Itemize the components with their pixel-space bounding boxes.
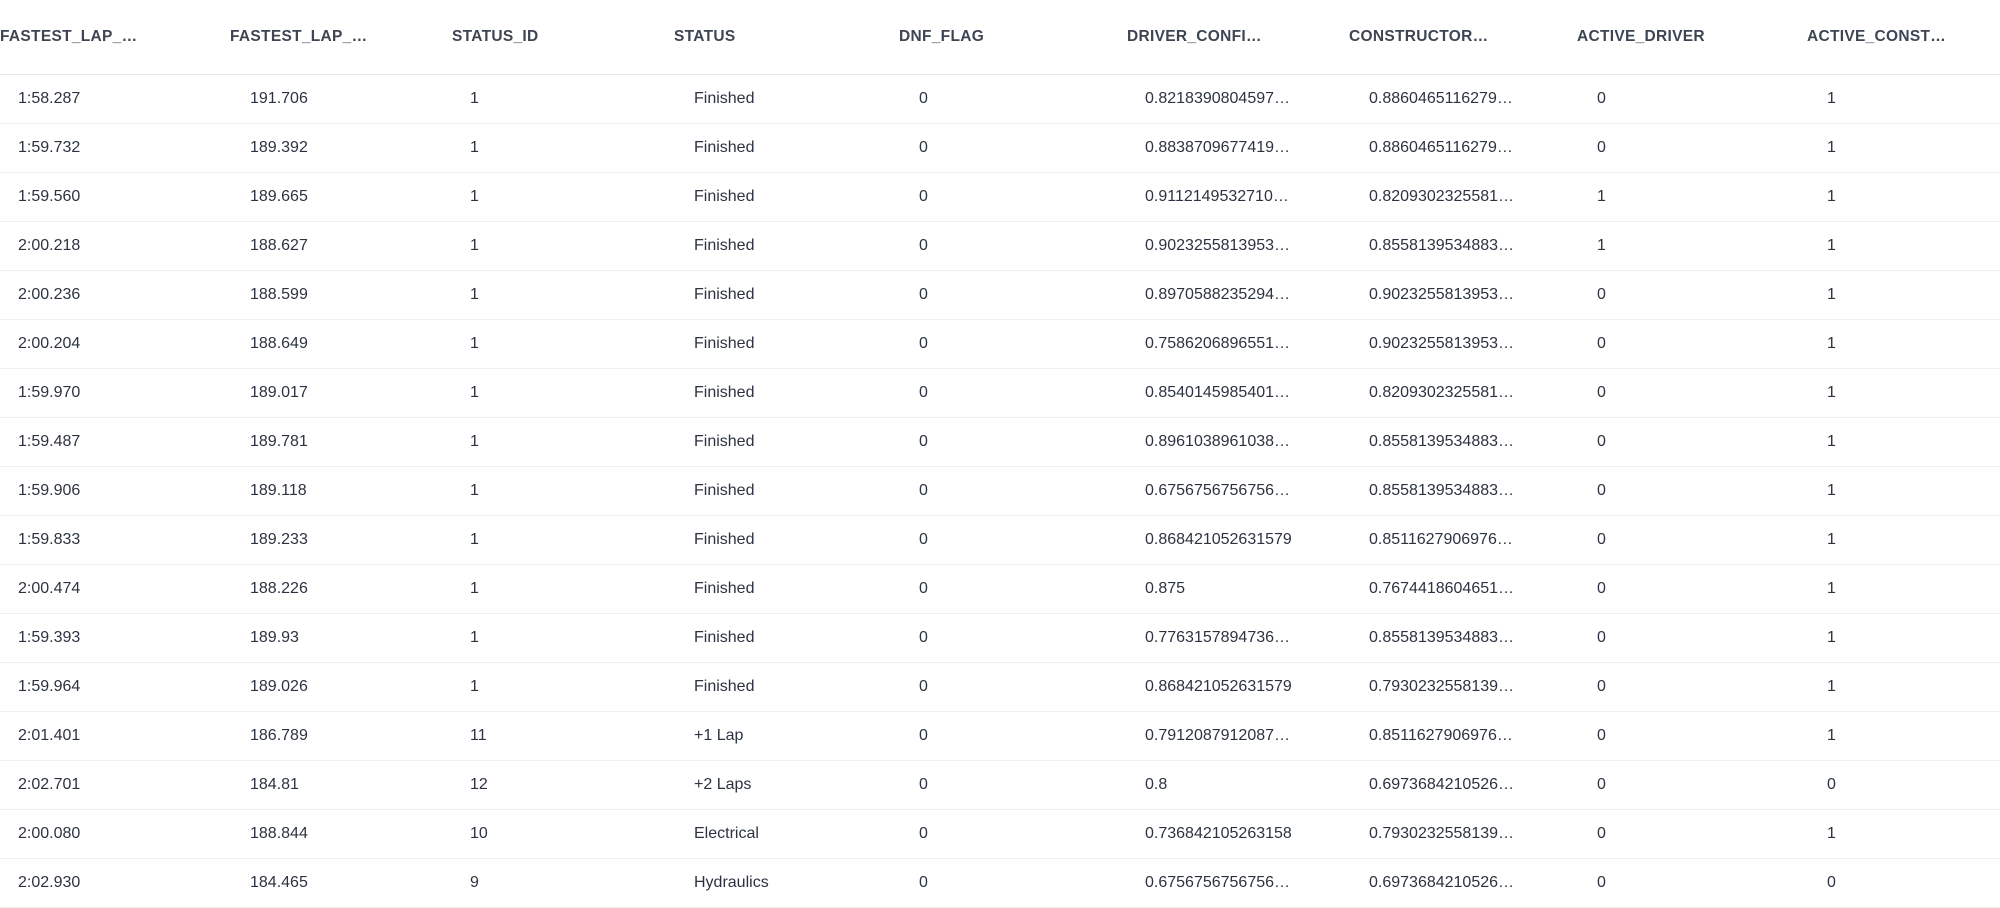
cell-driver-confidence: 0.6756756756756… xyxy=(1127,467,1349,516)
cell-dnf-flag: 0 xyxy=(899,565,1127,614)
table-row[interactable] xyxy=(0,271,2000,320)
cell-fastest-lap-time: 2:00.474 xyxy=(0,565,230,614)
cell-active-constructor: 1 xyxy=(1807,418,2000,467)
column-header-active-constructor[interactable]: ACTIVE_CONST… xyxy=(1807,0,2000,75)
column-header-driver-confidence[interactable]: DRIVER_CONFI… xyxy=(1127,0,1349,75)
cell-constructor-reliability: 0.8558139534883… xyxy=(1349,614,1577,663)
cell-dnf-flag: 0 xyxy=(899,320,1127,369)
cell-dnf-flag: 0 xyxy=(899,173,1127,222)
cell-active-driver: 0 xyxy=(1577,124,1807,173)
cell-fastest-lap-time: 1:59.487 xyxy=(0,418,230,467)
cell-driver-confidence: 0.868421052631579 xyxy=(1127,516,1349,565)
cell-status: Finished xyxy=(674,418,899,467)
cell-driver-confidence: 0.8218390804597… xyxy=(1127,75,1349,124)
cell-fastest-lap-time: 1:59.970 xyxy=(0,369,230,418)
cell-dnf-flag: 0 xyxy=(899,614,1127,663)
cell-status-id: 1 xyxy=(452,222,674,271)
cell-driver-confidence: 0.9112149532710… xyxy=(1127,173,1349,222)
cell-fastest-lap-time: 1:59.906 xyxy=(0,467,230,516)
table-row[interactable] xyxy=(0,565,2000,614)
cell-status: Finished xyxy=(674,565,899,614)
cell-fastest-lap-speed: 188.649 xyxy=(230,320,452,369)
cell-status-id: 12 xyxy=(452,761,674,810)
cell-driver-confidence: 0.7586206896551… xyxy=(1127,320,1349,369)
cell-status-id: 11 xyxy=(452,712,674,761)
cell-status: +1 Lap xyxy=(674,712,899,761)
cell-status-id: 1 xyxy=(452,565,674,614)
cell-status: Finished xyxy=(674,614,899,663)
column-header-fastest-lap-time[interactable]: FASTEST_LAP_… xyxy=(0,0,230,75)
cell-active-constructor: 1 xyxy=(1807,320,2000,369)
table-row[interactable] xyxy=(0,712,2000,761)
cell-active-constructor: 1 xyxy=(1807,614,2000,663)
cell-driver-confidence: 0.7763157894736… xyxy=(1127,614,1349,663)
cell-constructor-reliability: 0.7674418604651… xyxy=(1349,565,1577,614)
cell-active-driver: 0 xyxy=(1577,810,1807,859)
cell-active-constructor: 1 xyxy=(1807,467,2000,516)
cell-active-driver: 0 xyxy=(1577,761,1807,810)
cell-fastest-lap-speed: 189.118 xyxy=(230,467,452,516)
cell-driver-confidence: 0.7912087912087… xyxy=(1127,712,1349,761)
cell-active-driver: 0 xyxy=(1577,614,1807,663)
cell-active-constructor: 1 xyxy=(1807,369,2000,418)
cell-active-constructor: 1 xyxy=(1807,663,2000,712)
cell-dnf-flag: 0 xyxy=(899,859,1127,908)
cell-active-driver: 0 xyxy=(1577,467,1807,516)
cell-driver-confidence: 0.736842105263158 xyxy=(1127,810,1349,859)
cell-status: Finished xyxy=(674,663,899,712)
cell-constructor-reliability: 0.8558139534883… xyxy=(1349,222,1577,271)
cell-active-driver: 0 xyxy=(1577,75,1807,124)
cell-status: Finished xyxy=(674,222,899,271)
cell-dnf-flag: 0 xyxy=(899,516,1127,565)
cell-status-id: 1 xyxy=(452,320,674,369)
column-header-active-driver[interactable]: ACTIVE_DRIVER xyxy=(1577,0,1807,75)
cell-status: Finished xyxy=(674,173,899,222)
cell-active-driver: 0 xyxy=(1577,565,1807,614)
cell-constructor-reliability: 0.7930232558139… xyxy=(1349,663,1577,712)
cell-constructor-reliability: 0.9023255813953… xyxy=(1349,271,1577,320)
cell-status-id: 1 xyxy=(452,614,674,663)
cell-fastest-lap-time: 2:01.401 xyxy=(0,712,230,761)
cell-fastest-lap-speed: 189.93 xyxy=(230,614,452,663)
cell-fastest-lap-time: 1:59.964 xyxy=(0,663,230,712)
cell-constructor-reliability: 0.8511627906976… xyxy=(1349,712,1577,761)
cell-active-driver: 0 xyxy=(1577,369,1807,418)
cell-fastest-lap-speed: 189.233 xyxy=(230,516,452,565)
cell-dnf-flag: 0 xyxy=(899,222,1127,271)
cell-fastest-lap-speed: 186.789 xyxy=(230,712,452,761)
cell-fastest-lap-speed: 184.465 xyxy=(230,859,452,908)
cell-constructor-reliability: 0.8511627906976… xyxy=(1349,516,1577,565)
cell-fastest-lap-speed: 188.226 xyxy=(230,565,452,614)
cell-dnf-flag: 0 xyxy=(899,810,1127,859)
table-row[interactable] xyxy=(0,859,2000,908)
cell-driver-confidence: 0.875 xyxy=(1127,565,1349,614)
cell-active-constructor: 0 xyxy=(1807,859,2000,908)
cell-status-id: 1 xyxy=(452,369,674,418)
cell-driver-confidence: 0.8961038961038… xyxy=(1127,418,1349,467)
cell-status-id: 9 xyxy=(452,859,674,908)
cell-driver-confidence: 0.8 xyxy=(1127,761,1349,810)
cell-active-driver: 1 xyxy=(1577,173,1807,222)
cell-active-constructor: 0 xyxy=(1807,761,2000,810)
cell-status-id: 1 xyxy=(452,467,674,516)
cell-fastest-lap-time: 1:59.560 xyxy=(0,173,230,222)
cell-active-driver: 0 xyxy=(1577,320,1807,369)
cell-fastest-lap-time: 1:59.393 xyxy=(0,614,230,663)
table-row[interactable] xyxy=(0,320,2000,369)
cell-fastest-lap-time: 2:00.080 xyxy=(0,810,230,859)
cell-constructor-reliability: 0.8209302325581… xyxy=(1349,369,1577,418)
cell-active-driver: 0 xyxy=(1577,712,1807,761)
cell-active-constructor: 1 xyxy=(1807,124,2000,173)
cell-active-constructor: 1 xyxy=(1807,271,2000,320)
cell-dnf-flag: 0 xyxy=(899,663,1127,712)
cell-status: Finished xyxy=(674,516,899,565)
column-header-status-id[interactable]: STATUS_ID xyxy=(452,0,674,75)
cell-status-id: 1 xyxy=(452,418,674,467)
cell-fastest-lap-speed: 188.844 xyxy=(230,810,452,859)
cell-driver-confidence: 0.9023255813953… xyxy=(1127,222,1349,271)
cell-status: Finished xyxy=(674,320,899,369)
cell-constructor-reliability: 0.8209302325581… xyxy=(1349,173,1577,222)
cell-active-driver: 0 xyxy=(1577,418,1807,467)
cell-status: Electrical xyxy=(674,810,899,859)
cell-fastest-lap-time: 2:02.930 xyxy=(0,859,230,908)
cell-active-constructor: 1 xyxy=(1807,565,2000,614)
cell-dnf-flag: 0 xyxy=(899,712,1127,761)
column-header-status[interactable]: STATUS xyxy=(674,0,899,75)
table-header-row xyxy=(0,0,2000,75)
cell-active-constructor: 1 xyxy=(1807,173,2000,222)
cell-active-constructor: 1 xyxy=(1807,75,2000,124)
table-row[interactable] xyxy=(0,810,2000,859)
cell-fastest-lap-time: 2:00.218 xyxy=(0,222,230,271)
cell-status-id: 1 xyxy=(452,173,674,222)
cell-status-id: 1 xyxy=(452,663,674,712)
cell-constructor-reliability: 0.8558139534883… xyxy=(1349,467,1577,516)
cell-status-id: 1 xyxy=(452,124,674,173)
cell-driver-confidence: 0.8540145985401… xyxy=(1127,369,1349,418)
cell-dnf-flag: 0 xyxy=(899,75,1127,124)
table-row[interactable] xyxy=(0,369,2000,418)
cell-fastest-lap-speed: 189.017 xyxy=(230,369,452,418)
cell-constructor-reliability: 0.6973684210526… xyxy=(1349,761,1577,810)
table-row[interactable] xyxy=(0,173,2000,222)
cell-active-constructor: 1 xyxy=(1807,712,2000,761)
cell-dnf-flag: 0 xyxy=(899,418,1127,467)
cell-fastest-lap-time: 2:02.701 xyxy=(0,761,230,810)
table-row[interactable] xyxy=(0,467,2000,516)
cell-constructor-reliability: 0.8860465116279… xyxy=(1349,75,1577,124)
cell-status: +2 Laps xyxy=(674,761,899,810)
cell-status: Finished xyxy=(674,271,899,320)
cell-driver-confidence: 0.8970588235294… xyxy=(1127,271,1349,320)
cell-active-constructor: 1 xyxy=(1807,222,2000,271)
cell-fastest-lap-speed: 189.026 xyxy=(230,663,452,712)
table-row[interactable] xyxy=(0,418,2000,467)
cell-active-constructor: 1 xyxy=(1807,516,2000,565)
cell-fastest-lap-speed: 188.599 xyxy=(230,271,452,320)
table-row[interactable] xyxy=(0,663,2000,712)
cell-dnf-flag: 0 xyxy=(899,124,1127,173)
cell-active-driver: 1 xyxy=(1577,222,1807,271)
cell-status-id: 1 xyxy=(452,271,674,320)
cell-dnf-flag: 0 xyxy=(899,271,1127,320)
cell-active-driver: 0 xyxy=(1577,859,1807,908)
cell-status-id: 1 xyxy=(452,75,674,124)
cell-status: Finished xyxy=(674,369,899,418)
table-row[interactable] xyxy=(0,75,2000,124)
table-row[interactable] xyxy=(0,761,2000,810)
cell-fastest-lap-time: 1:58.287 xyxy=(0,75,230,124)
cell-driver-confidence: 0.8838709677419… xyxy=(1127,124,1349,173)
cell-fastest-lap-time: 1:59.833 xyxy=(0,516,230,565)
table-row[interactable] xyxy=(0,614,2000,663)
table-row[interactable] xyxy=(0,516,2000,565)
cell-status: Finished xyxy=(674,467,899,516)
cell-active-driver: 0 xyxy=(1577,516,1807,565)
cell-status: Finished xyxy=(674,124,899,173)
column-header-constructor-reliability[interactable]: CONSTRUCTOR… xyxy=(1349,0,1577,75)
cell-constructor-reliability: 0.9023255813953… xyxy=(1349,320,1577,369)
cell-active-driver: 0 xyxy=(1577,663,1807,712)
cell-fastest-lap-speed: 189.665 xyxy=(230,173,452,222)
cell-constructor-reliability: 0.7930232558139… xyxy=(1349,810,1577,859)
cell-fastest-lap-speed: 184.81 xyxy=(230,761,452,810)
cell-fastest-lap-time: 2:00.204 xyxy=(0,320,230,369)
cell-active-constructor: 1 xyxy=(1807,810,2000,859)
cell-constructor-reliability: 0.8558139534883… xyxy=(1349,418,1577,467)
cell-driver-confidence: 0.6756756756756… xyxy=(1127,859,1349,908)
cell-fastest-lap-speed: 188.627 xyxy=(230,222,452,271)
column-header-dnf-flag[interactable]: DNF_FLAG xyxy=(899,0,1127,75)
cell-constructor-reliability: 0.8860465116279… xyxy=(1349,124,1577,173)
cell-dnf-flag: 0 xyxy=(899,467,1127,516)
table-row[interactable] xyxy=(0,124,2000,173)
table-body xyxy=(0,75,2000,908)
cell-active-driver: 0 xyxy=(1577,271,1807,320)
cell-fastest-lap-time: 2:00.236 xyxy=(0,271,230,320)
cell-fastest-lap-speed: 189.392 xyxy=(230,124,452,173)
cell-constructor-reliability: 0.6973684210526… xyxy=(1349,859,1577,908)
cell-status-id: 10 xyxy=(452,810,674,859)
table-header xyxy=(0,0,2000,75)
cell-fastest-lap-speed: 191.706 xyxy=(230,75,452,124)
table-row[interactable] xyxy=(0,222,2000,271)
cell-dnf-flag: 0 xyxy=(899,369,1127,418)
cell-status-id: 1 xyxy=(452,516,674,565)
cell-fastest-lap-time: 1:59.732 xyxy=(0,124,230,173)
cell-dnf-flag: 0 xyxy=(899,761,1127,810)
cell-driver-confidence: 0.868421052631579 xyxy=(1127,663,1349,712)
cell-fastest-lap-speed: 189.781 xyxy=(230,418,452,467)
column-header-fastest-lap-speed[interactable]: FASTEST_LAP_… xyxy=(230,0,452,75)
cell-status: Hydraulics xyxy=(674,859,899,908)
cell-status: Finished xyxy=(674,75,899,124)
